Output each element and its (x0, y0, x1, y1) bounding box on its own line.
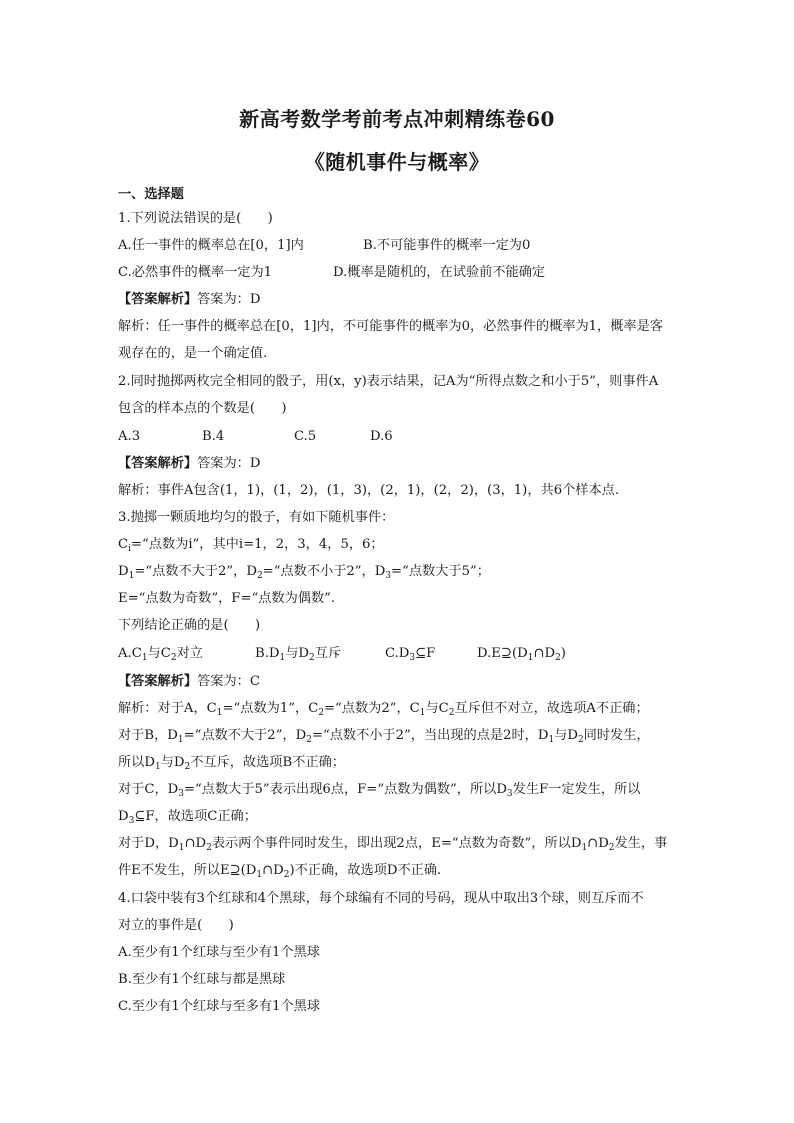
q4-option-b: B.至少有1个红球与都是黑球 (118, 972, 286, 987)
text-fragment: 件E不发生，所以E⊇(D (118, 863, 257, 878)
text-fragment: 同时发生， (583, 728, 650, 743)
subscript: 1 (216, 708, 223, 718)
subscript: 1 (177, 735, 184, 745)
q3-answer-text: 答案为：C (197, 674, 260, 689)
q3-option-a (118, 645, 203, 663)
text-fragment: 对立 (176, 646, 203, 661)
text-fragment: 互斥但不对立，故选项A不正确； (454, 701, 649, 716)
document-subtitle: 《随机事件与概率》 (304, 150, 490, 174)
q2-analysis: 解析：事件A包含(1，1)，(1，2)，(1，3)，(2，1)，(2，2)，(3，1)，共6个样本点. (118, 483, 620, 498)
q3-analysis-5 (118, 808, 698, 826)
q3-ef-line: E=“点数为奇数”，F=“点数为偶数”. (118, 591, 336, 606)
q3-stem-1: 3.抛掷一颗质地均匀的骰子，有如下随机事件： (118, 510, 395, 525)
q1-analysis-1: 解析：任一事件的概率总在[0，1]内，不可能事件的概率为0，必然事件的概率为1，概率是客 (118, 319, 663, 334)
subscript: 2 (206, 843, 212, 853)
subscript: 1 (279, 653, 286, 663)
text-fragment: 解析：对于A，C (118, 701, 217, 716)
q4-option-a: A.至少有1个红球与至少有1个黑球 (118, 945, 320, 960)
q2-option-c: C.5 (294, 429, 317, 444)
subscript: 1 (548, 735, 555, 745)
text-fragment: ∩D (587, 836, 609, 851)
q3-ci-line (118, 536, 698, 554)
text-fragment: 对于B，D (118, 728, 178, 743)
text-fragment: =“点数不大于2”，D (183, 728, 307, 743)
subscript: 2 (448, 708, 455, 718)
subscript: 2 (608, 843, 615, 853)
text-fragment: 所以D (118, 755, 155, 770)
text-fragment: D (118, 809, 129, 824)
q3-analysis-7 (118, 862, 698, 880)
subscript: 2 (318, 708, 324, 718)
q1-answer (118, 291, 698, 309)
text-fragment: =“点数不小于2”，D (262, 564, 386, 579)
q3-analysis-2 (118, 727, 698, 745)
q3-option-d (477, 645, 566, 663)
text-fragment: =“点数为1”，C (222, 701, 319, 716)
text-fragment: 与D (285, 646, 309, 661)
q2-stem-2: 包含的样本点的个数是( ) (118, 401, 287, 416)
text-fragment: 互斥 (314, 646, 342, 661)
q3-ci-subscript: i (128, 544, 131, 554)
q1-option-d: D.概率是随机的，在试验前不能确定 (333, 265, 546, 280)
subscript: 3 (409, 653, 416, 663)
q3-analysis-3 (118, 754, 698, 772)
text-fragment: 对于C，D (118, 782, 179, 797)
q1-option-b: B.不可能事件的概率一定为0 (363, 238, 531, 253)
subscript: 1 (141, 653, 148, 663)
text-fragment: ) (560, 646, 566, 661)
document-title: 新高考数学考前考点冲刺精练卷60 (239, 107, 555, 131)
q4-stem-1: 4.口袋中装有3个红球和4个黑球，每个球编有不同的号码，现从中取出3个球，则互斥而不 (118, 891, 644, 906)
subscript: 1 (256, 870, 263, 880)
text-fragment: A.C (118, 646, 142, 661)
subscript: 1 (178, 843, 185, 853)
q2-stem-1: 2.同时抛掷两枚完全相同的骰子，用(x，y)表示结果，记A为“所得点数之和小于5”，则事件A (118, 374, 659, 389)
text-fragment: ⊆F，故选项C正确； (134, 809, 257, 824)
subscript: 2 (256, 571, 263, 581)
q3-option-b (255, 645, 341, 663)
subscript: 2 (555, 653, 561, 663)
q2-option-b: B.4 (202, 429, 225, 444)
q2-answer-text: 答案为：D (197, 456, 261, 471)
subscript: 3 (128, 816, 135, 826)
text-fragment: 发生，事 (614, 836, 668, 851)
subscript: 1 (128, 571, 135, 581)
text-fragment: 与C (425, 701, 449, 716)
subscript: 2 (577, 735, 584, 745)
text-fragment: =“点数大于5”表示出现6点，F=“点数为偶数”，所以D (183, 782, 507, 797)
text-fragment: D.E⊇(D (477, 646, 528, 661)
q3-ci-text: =“点数为i”，其中i=1，2，3，4，5，6； (130, 537, 384, 552)
text-fragment: 与D (554, 728, 578, 743)
q3-prompt: 下列结论正确的是( ) (118, 618, 261, 633)
text-fragment: B.D (255, 646, 280, 661)
text-fragment: )不正确，故选项D不正确. (289, 863, 442, 878)
q1-analysis-2: 观存在的，是一个确定值. (118, 346, 268, 361)
subscript: 1 (419, 708, 426, 718)
subscript: 2 (170, 653, 177, 663)
text-fragment: 发生F一定发生，所以 (512, 782, 641, 797)
q1-stem: 1.下列说法错误的是( ) (118, 211, 273, 226)
text-fragment: 不互斥，故选项B不正确； (190, 755, 345, 770)
subscript: 3 (385, 571, 392, 581)
q4-option-c: C.至少有1个红球与至多有1个黑球 (118, 999, 321, 1014)
answer-tag: 【答案解析】 (118, 292, 198, 307)
subscript: 1 (154, 762, 161, 772)
q2-option-d: D.6 (370, 429, 393, 444)
q2-option-a: A.3 (118, 429, 141, 444)
q2-answer (118, 455, 698, 473)
text-fragment: ⊆F (415, 646, 436, 661)
text-fragment: 对于D，D (118, 836, 179, 851)
text-fragment: ∩D (262, 863, 284, 878)
text-fragment: D (118, 564, 129, 579)
q3-analysis-1 (118, 700, 698, 718)
subscript: 2 (308, 653, 315, 663)
text-fragment: 表示两个事件同时发生，即出现2点，E=“点数为奇数”，所以D (211, 836, 582, 851)
subscript: 2 (184, 762, 191, 772)
text-fragment: 与D (160, 755, 185, 770)
text-fragment: ∩D (533, 646, 556, 661)
q3-answer (118, 673, 698, 691)
text-fragment: =“点数为2”，C (323, 701, 420, 716)
q3-ci-text: C (118, 537, 129, 552)
q4-stem-2: 对立的事件是( ) (118, 918, 234, 933)
text-fragment: ∩D (184, 836, 207, 851)
subscript: 3 (178, 789, 184, 799)
subscript: 2 (306, 735, 312, 745)
answer-tag: 【答案解析】 (118, 674, 198, 689)
q3-d-line (118, 563, 698, 581)
subscript: 3 (506, 789, 513, 799)
subscript: 1 (581, 843, 588, 853)
q1-option-c: C.必然事件的概率一定为1 (118, 265, 273, 280)
q1-answer-text: 答案为：D (197, 292, 261, 307)
q3-option-c (385, 645, 435, 663)
text-fragment: =“点数不小于2”，当出现的点是2时，D (311, 728, 549, 743)
q1-option-a: A.任一事件的概率总在[0，1]内 (118, 238, 304, 253)
text-fragment: 与C (147, 646, 171, 661)
subscript: 1 (527, 653, 534, 663)
text-fragment: =“点数大于5”； (391, 564, 490, 579)
text-fragment: C.D (385, 646, 410, 661)
section-heading: 一、选择题 (118, 187, 184, 202)
subscript: 2 (283, 870, 290, 880)
q3-analysis-6 (118, 835, 698, 853)
text-fragment: =“点数不大于2”，D (134, 564, 257, 579)
answer-tag: 【答案解析】 (118, 456, 198, 471)
q3-analysis-4 (118, 781, 698, 799)
